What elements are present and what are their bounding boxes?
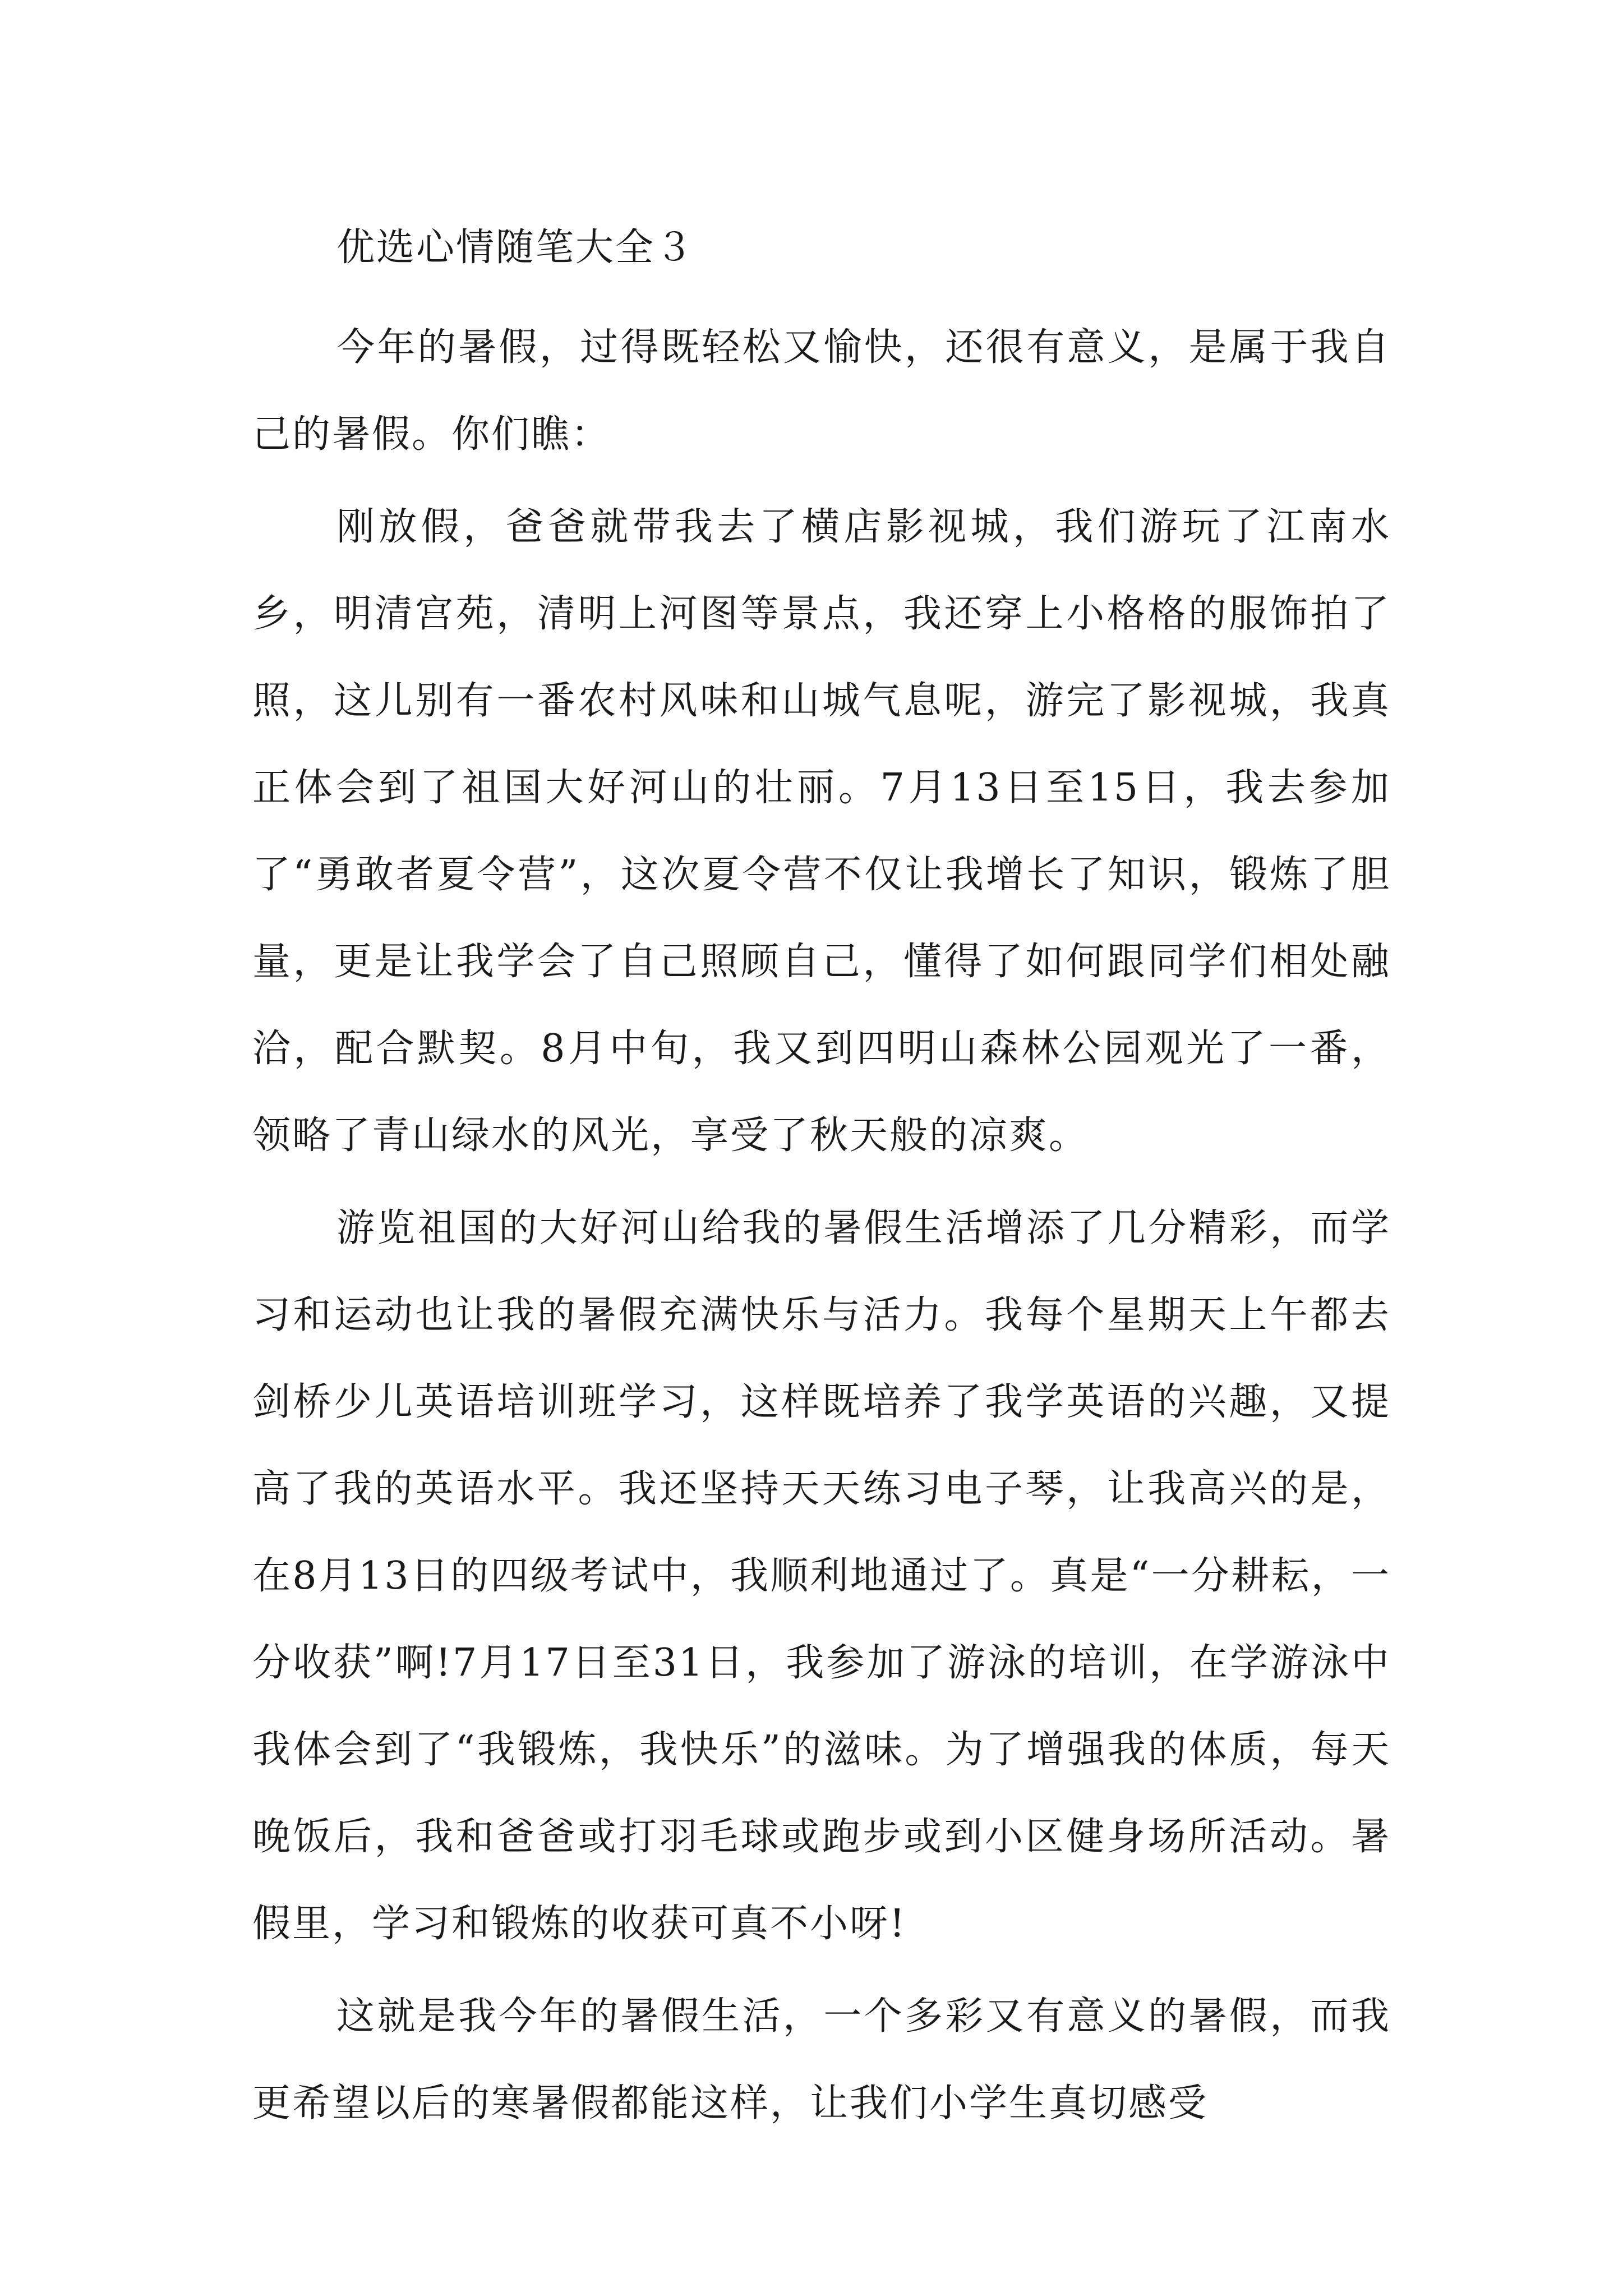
paragraph-study-exercise: 游览祖国的大好河山给我的暑假生活增添了几分精彩，而学习和运动也让我的暑假充满快乐与活力。我每个星期天上午都去剑桥少儿英语培训班学习，这样既培养了我学英语的兴趣，又提高了我的英语水平。我还坚持天天练习电子琴，让我高兴的是，在8月13日的四级考试中，我顺利地通过了。真是“一分耕耘，一分收获”啊!7月17日至31日，我参加了游泳的培训，在学游泳中我体会到了“我锻炼，我快乐”的滋味。为了增强我的体质，每天晚饭后，我和爸爸或打羽毛球或跑步或到小区健身场所活动。暑假里，学习和锻炼的收获可真不小呀! [252, 1206, 1391, 1946]
document-title: 优选心情随笔大全３ [336, 226, 695, 270]
paragraph-conclusion: 这就是我今年的暑假生活，一个多彩又有意义的暑假，而我更希望以后的寒暑假都能这样，让我们小学生真切感受 [252, 1994, 1391, 2125]
paragraph-travel: 刚放假，爸爸就带我去了横店影视城，我们游玩了江南水乡，明清宫苑，清明上河图等景点，我还穿上小格格的服饰拍了照，这儿别有一番农村风味和山城气息呢，游完了影视城，我真正体会到了祖国大好河山的壮丽。7月13日至15日，我去参加了“勇敢者夏令营”，这次夏令营不仅让我增长了知识，锻炼了胆量，更是让我学会了自己照顾自己，懂得了如何跟同学们相处融洽，配合默契。8月中旬，我又到四明山森林公园观光了一番，领略了青山绿水的风光，享受了秋天般的凉爽。 [252, 505, 1391, 1158]
paragraph-intro: 今年的暑假，过得既轻松又愉快，还很有意义，是属于我自己的暑假。你们瞧： [252, 325, 1391, 457]
document-body [252, 214, 1391, 2147]
